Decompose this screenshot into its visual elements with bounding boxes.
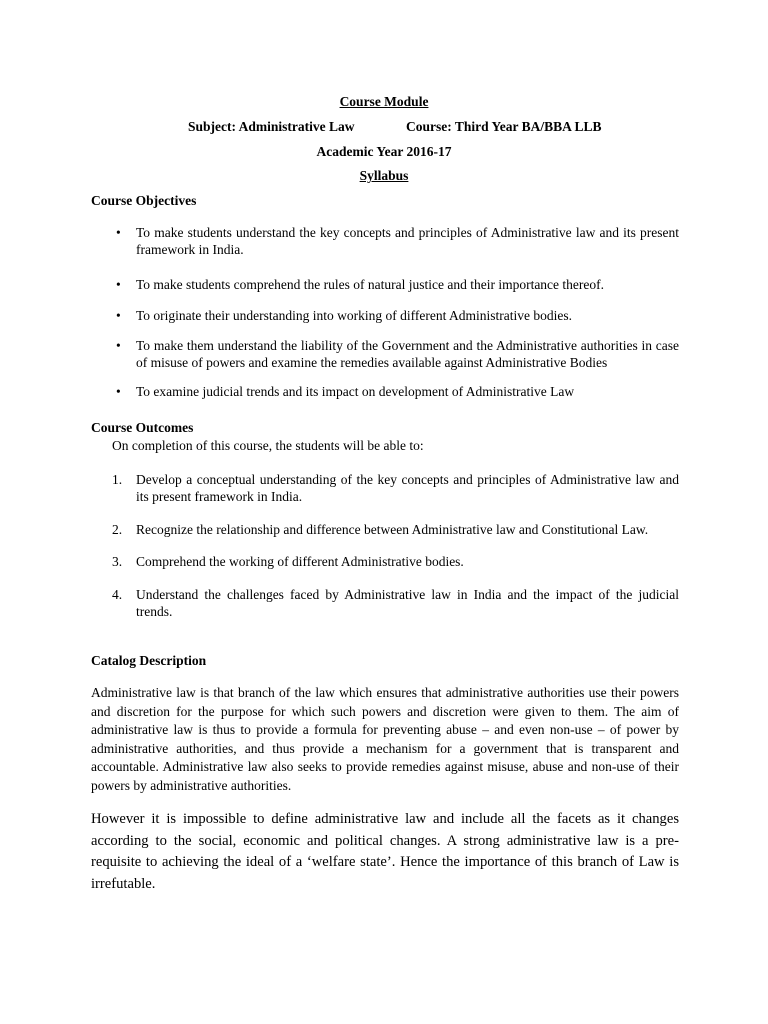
outcome-text: Comprehend the working of different Administrative bodies. (136, 554, 464, 569)
bullet-icon: • (116, 277, 121, 292)
catalog-description-heading: Catalog Description (91, 653, 207, 668)
syllabus-heading: Syllabus (359, 168, 409, 183)
objective-text: To make students comprehend the rules of natural justice and their importance thereof. (136, 277, 605, 292)
catalog-paragraph-1: Administrative law is that branch of the law which ensures that administrative authorities use their powers and discretion for the purpose for which such powers and discretion were given to them. The aim of administrative law is thus to provide a formula for preventing abuse – and even non-use – of power by administrative authorities, and thus provide a mechanism for a government that is transparent and accountable. Administrative law also seeks to provide remedies against misuse, abuse and non-use of their powers by administrative authorities. (91, 685, 679, 793)
objective-text: To examine judicial trends and its impact on development of Administrative Law (136, 384, 575, 399)
course-objectives-heading: Course Objectives (91, 193, 197, 208)
bullet-icon: • (116, 384, 121, 399)
item-number: 1. (112, 472, 123, 487)
list-item (91, 337, 679, 371)
objective-text: To make students understand the key concepts and principles of Administrative law and its present framework in India. (136, 225, 679, 257)
list-item (91, 224, 679, 258)
subject-label: Subject: Administrative Law (188, 119, 355, 134)
course-outcomes-heading: Course Outcomes (91, 420, 194, 435)
objective-text: To originate their understanding into working of different Administrative bodies. (136, 308, 572, 323)
course-label: Course: Third Year BA/BBA LLB (406, 119, 602, 134)
item-number: 4. (112, 587, 123, 602)
list-item (91, 383, 679, 400)
list-item (91, 521, 679, 538)
list-item (91, 553, 679, 570)
outcome-text: Develop a conceptual understanding of the key concepts and principles of Administrative law and its present framework in India. (136, 472, 679, 504)
bullet-icon: • (116, 338, 121, 353)
list-item (91, 471, 679, 505)
outcome-text: Understand the challenges faced by Administrative law in India and the impact of the judicial trends. (136, 587, 679, 619)
list-item (91, 586, 679, 620)
objective-text: To make them understand the liability of the Government and the Administrative authorities in case of misuse of powers and examine the remedies available against Administrative Bodies (136, 338, 679, 370)
course-module-title: Course Module (339, 94, 429, 109)
bullet-icon: • (116, 225, 121, 240)
list-item (91, 307, 679, 324)
catalog-paragraph-2: However it is impossible to define administrative law and include all the facets as it changes according to the social, economic and political changes. A strong administrative law is a pre-requisite to achieving the ideal of a ‘welfare state’. Hence the importance of this branch of Law is irrefutable. (91, 811, 679, 892)
bullet-icon: • (116, 308, 121, 323)
academic-year: Academic Year 2016-17 (316, 144, 452, 159)
item-number: 3. (112, 554, 123, 569)
list-item (91, 276, 679, 293)
outcome-text: Recognize the relationship and difference between Administrative law and Constitutional Law. (136, 522, 649, 537)
outcomes-intro: On completion of this course, the students will be able to: (112, 438, 424, 453)
item-number: 2. (112, 522, 123, 537)
